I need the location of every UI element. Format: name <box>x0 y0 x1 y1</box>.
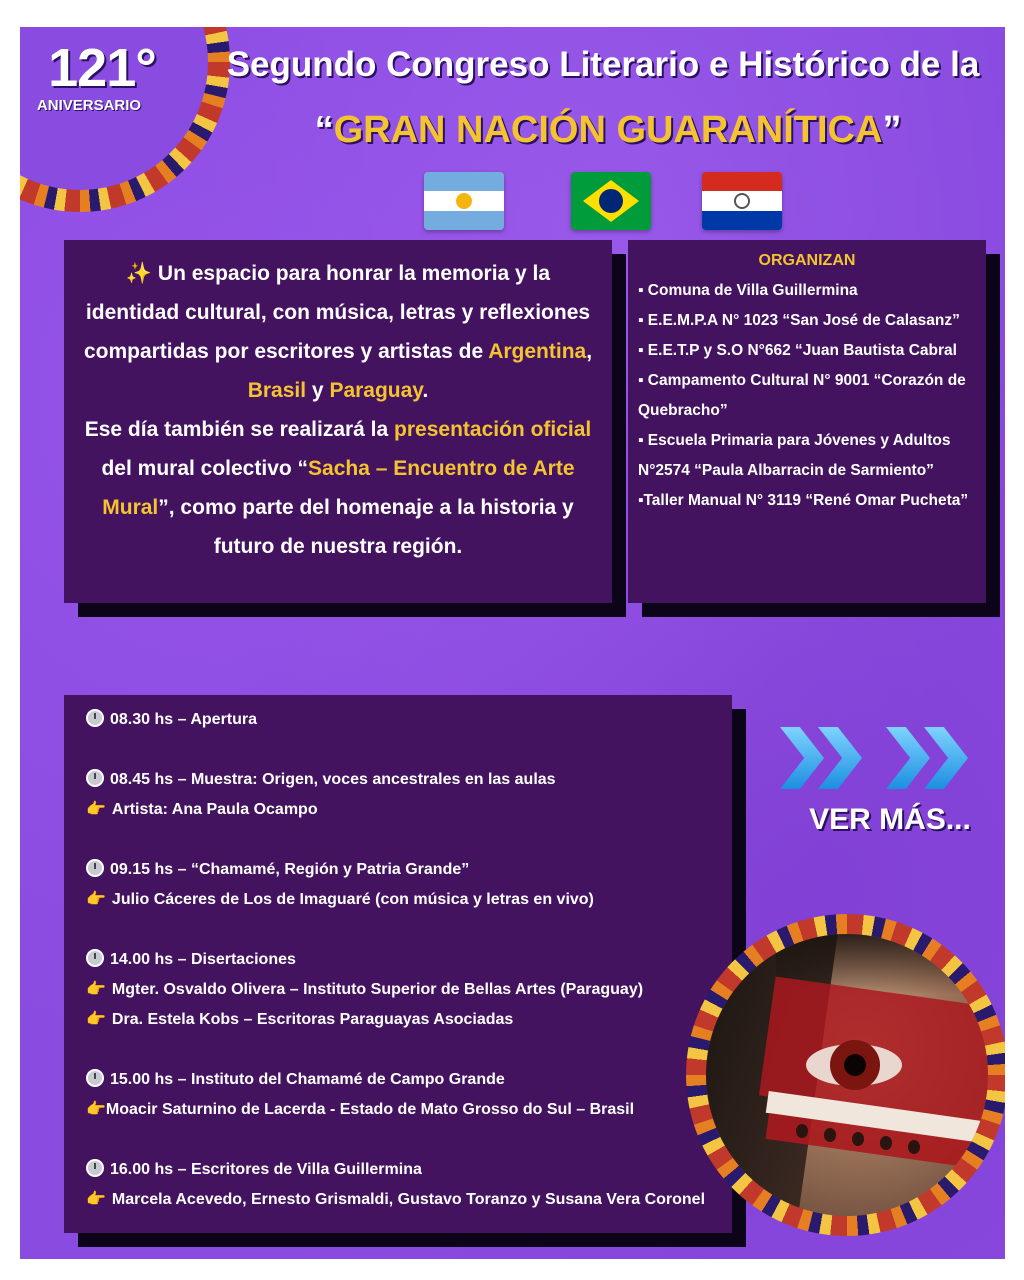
program-detail: Julio Cáceres de Los de Imaguaré (con música y letras en vivo) <box>111 891 594 908</box>
paraguay-flag-icon <box>702 172 782 230</box>
pointing-hand-icon: 👉 <box>86 1191 106 1208</box>
flag-seal <box>734 193 750 209</box>
face-paint-dot <box>852 1132 864 1146</box>
face-paint-dot <box>880 1136 892 1150</box>
program-detail: Marcela Acevedo, Ernesto Grismaldi, Gustavo Toranzo y Susana Vera Coronel <box>111 1191 706 1208</box>
program-detail-line <box>86 795 710 825</box>
program-time: 15.00 hs – Instituto del Chamamé de Campo Grande <box>110 1071 505 1088</box>
country-paraguay: Paraguay <box>329 379 423 402</box>
country-argentina: Argentina <box>488 340 587 363</box>
organizer-item: ▪ Escuela Primaria para Jóvenes y Adultos N°2574 “Paula Albarracin de Sarmiento” <box>638 432 951 479</box>
face-paint-dot <box>908 1140 920 1154</box>
pointing-hand-icon: 👉 <box>86 981 106 998</box>
sun-of-may-icon <box>456 193 472 209</box>
chevron-right-icon <box>780 727 824 789</box>
program-detail-line <box>86 885 710 915</box>
organizer-item: ▪ Comuna de Villa Guillermina <box>638 282 858 299</box>
program-time: 09.15 hs – “Chamamé, Región y Patria Grande” <box>110 861 470 878</box>
program-time: 14.00 hs – Disertaciones <box>110 951 296 968</box>
program-time-line <box>86 1155 710 1185</box>
separator: y <box>306 379 330 402</box>
organizer-item: ▪ Campamento Cultural N° 9001 “Corazón de Quebracho” <box>638 372 966 419</box>
program-time-line <box>86 765 710 795</box>
program-item <box>86 945 710 1035</box>
program-time-line <box>86 945 710 975</box>
description-box <box>64 240 612 603</box>
program-item <box>86 765 710 825</box>
program-item <box>86 1155 710 1215</box>
program-item <box>86 705 710 735</box>
program-detail-line <box>86 975 710 1005</box>
program-time-line <box>86 1065 710 1095</box>
pointing-hand-icon: 👉 <box>86 1101 106 1118</box>
separator: , <box>586 340 593 363</box>
program-time: 08.45 hs – Muestra: Origen, voces ancestrales en las aulas <box>110 771 556 788</box>
ver-mas-button[interactable]: VER MÁS... <box>809 803 971 836</box>
organizer-item: ▪ E.E.M.P.A N° 1023 “San José de Calasanz” <box>638 312 960 329</box>
title-close-quote: ” <box>882 109 902 151</box>
sparkle-icon: ✨ <box>125 262 153 285</box>
face-paint-dot <box>824 1128 836 1142</box>
anniversary-number: 121° <box>48 38 156 98</box>
program-time-line <box>86 855 710 885</box>
country-brasil: Brasil <box>247 379 307 402</box>
clock-icon <box>86 1069 104 1087</box>
description-text: Un espacio para honrar la memoria y la identidad cultural, con música, letras y reflexiones compartidas por escritores y artistas de <box>83 262 591 363</box>
organizer-item: ▪ E.E.T.P y S.O N°662 “Juan Bautista Cabral <box>638 342 957 359</box>
program-time: 16.00 hs – Escritores de Villa Guillermina <box>110 1161 422 1178</box>
pointing-hand-icon: 👉 <box>86 1011 106 1028</box>
clock-icon <box>86 859 104 877</box>
argentina-flag-icon <box>424 172 504 230</box>
flag-globe <box>599 189 623 213</box>
clock-icon <box>86 709 104 727</box>
description-text: Ese día también se realizará la <box>84 418 395 441</box>
chevron-right-icon <box>924 727 968 789</box>
chevron-right-icon <box>818 727 862 789</box>
chevron-right-icon <box>886 727 930 789</box>
separator: . <box>422 379 429 402</box>
portrait-image <box>706 934 988 1216</box>
description-paragraph-2 <box>80 410 596 566</box>
brazil-flag-icon <box>571 172 651 230</box>
clock-icon <box>86 949 104 967</box>
highlight-presentation: presentación oficial <box>394 418 592 441</box>
program-detail-line <box>86 1095 710 1125</box>
face-paint-dot <box>796 1124 808 1138</box>
program-item <box>86 855 710 915</box>
organizers-title: ORGANIZAN <box>758 252 856 269</box>
program-time-line <box>86 705 710 735</box>
program-detail: Moacir Saturnino de Lacerda - Estado de Mato Grosso do Sul – Brasil <box>105 1101 635 1118</box>
clock-icon <box>86 1159 104 1177</box>
page-title-line2 <box>208 109 1005 152</box>
program-detail: Artista: Ana Paula Ocampo <box>111 801 318 818</box>
highlight-mural: Sacha – Encuentro de Arte Mural <box>102 457 575 519</box>
description-text: ”, como parte del homenaje a la historia y futuro de nuestra región. <box>158 496 574 558</box>
organizers-box <box>628 240 986 603</box>
program-time: 08.30 hs – Apertura <box>110 711 258 728</box>
program-detail: Dra. Estela Kobs – Escritoras Paraguayas Asociadas <box>111 1011 514 1028</box>
description-paragraph-1 <box>80 254 596 410</box>
pointing-hand-icon: 👉 <box>86 891 106 908</box>
organizer-item: ▪Taller Manual N° 3119 “René Omar Pucheta” <box>638 492 969 509</box>
clock-icon <box>86 769 104 787</box>
eye-icon <box>830 1040 880 1090</box>
anniversary-label: ANIVERSARIO <box>36 97 142 114</box>
program-detail: Mgter. Osvaldo Olivera – Instituto Superior de Bellas Artes (Paraguay) <box>111 981 644 998</box>
title-highlight: GRAN NACIÓN GUARANÍTICA <box>333 109 883 151</box>
program-detail-line <box>86 1185 710 1215</box>
ver-mas-arrows[interactable] <box>780 727 980 793</box>
pointing-hand-icon: 👉 <box>86 801 106 818</box>
page-title-line1: Segundo Congreso Literario e Histórico de la <box>226 45 980 84</box>
program-detail-line <box>86 1005 710 1035</box>
program-box <box>64 695 732 1233</box>
organizers-list <box>638 276 976 516</box>
poster <box>20 27 1005 1259</box>
program-item <box>86 1065 710 1125</box>
description-text: del mural colectivo “ <box>101 457 309 480</box>
title-open-quote: “ <box>314 109 334 151</box>
